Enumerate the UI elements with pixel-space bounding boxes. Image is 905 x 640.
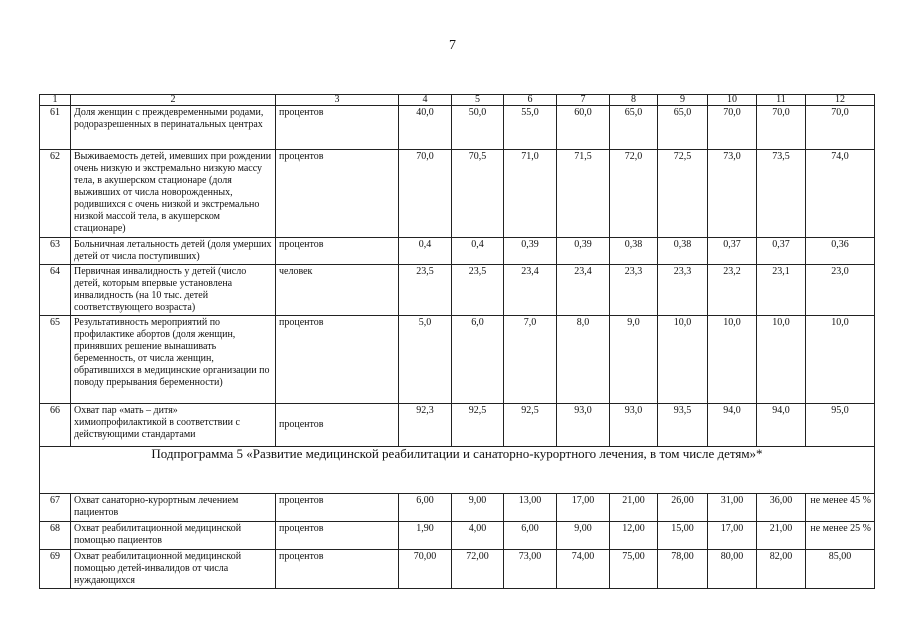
- column-header: 1: [40, 95, 71, 106]
- indicator-value: 92,3: [399, 404, 452, 447]
- indicator-value: 9,00: [452, 494, 504, 522]
- indicator-value: 0,4: [452, 238, 504, 265]
- page-number: 7: [449, 38, 456, 53]
- indicator-value: 80,00: [708, 550, 757, 589]
- indicator-value: 17,00: [708, 522, 757, 550]
- row-number: 63: [40, 238, 71, 265]
- indicator-value: 23,4: [504, 265, 557, 316]
- indicator-value: 36,00: [757, 494, 806, 522]
- indicator-value: 93,0: [557, 404, 610, 447]
- subprogram-row: [40, 447, 875, 494]
- indicator-value: 70,0: [399, 150, 452, 238]
- row-number: 69: [40, 550, 71, 589]
- row-number: 62: [40, 150, 71, 238]
- indicator-value: 26,00: [658, 494, 708, 522]
- indicator-value: 74,00: [557, 550, 610, 589]
- indicator-value: 50,0: [452, 106, 504, 150]
- indicator-value: 10,0: [757, 316, 806, 404]
- indicator-value: 8,0: [557, 316, 610, 404]
- indicator-value: 23,3: [610, 265, 658, 316]
- indicator-value: 10,0: [708, 316, 757, 404]
- indicator-value: 23,2: [708, 265, 757, 316]
- column-header: 7: [557, 95, 610, 106]
- indicator-value: 94,0: [708, 404, 757, 447]
- indicator-name: Первичная инвалидность у детей (число детей, которым впервые установлена инвалидность (на 10 тыс. детей соответствующего возраста): [71, 265, 276, 316]
- row-number: 64: [40, 265, 71, 316]
- indicator-value: 74,0: [806, 150, 875, 238]
- column-header: 6: [504, 95, 557, 106]
- indicator-value: 23,3: [658, 265, 708, 316]
- column-header: 10: [708, 95, 757, 106]
- subprogram-title: Подпрограмма 5 «Развитие медицинской реабилитации и санаторно-курортного лечения, в том числе детям»*: [40, 447, 875, 494]
- table-row: [40, 550, 875, 589]
- row-number: 67: [40, 494, 71, 522]
- indicator-value: 9,0: [610, 316, 658, 404]
- indicator-value: не менее 45 %: [806, 494, 875, 522]
- indicator-value: 92,5: [452, 404, 504, 447]
- row-number: 68: [40, 522, 71, 550]
- indicator-value: 23,4: [557, 265, 610, 316]
- indicator-unit: процентов: [276, 494, 399, 522]
- table-row: [40, 238, 875, 265]
- indicator-unit: процентов: [276, 404, 399, 447]
- indicator-value: 55,0: [504, 106, 557, 150]
- indicator-unit: процентов: [276, 106, 399, 150]
- indicator-name: Больничная летальность детей (доля умерших детей от числа поступивших): [71, 238, 276, 265]
- indicator-value: 72,0: [610, 150, 658, 238]
- indicator-name: Охват реабилитационной медицинской помощью детей-инвалидов от числа нуждающихся: [71, 550, 276, 589]
- indicator-value: 21,00: [610, 494, 658, 522]
- indicator-value: 1,90: [399, 522, 452, 550]
- indicator-value: 10,0: [806, 316, 875, 404]
- indicator-value: 95,0: [806, 404, 875, 447]
- indicator-value: 0,39: [504, 238, 557, 265]
- indicator-value: 13,00: [504, 494, 557, 522]
- indicator-value: 93,5: [658, 404, 708, 447]
- indicator-value: 31,00: [708, 494, 757, 522]
- table-body: [40, 106, 875, 589]
- indicator-value: 65,0: [610, 106, 658, 150]
- indicator-unit: процентов: [276, 522, 399, 550]
- table-row: [40, 404, 875, 447]
- column-header: 4: [399, 95, 452, 106]
- indicator-value: не менее 25 %: [806, 522, 875, 550]
- indicator-value: 78,00: [658, 550, 708, 589]
- indicator-value: 23,1: [757, 265, 806, 316]
- indicator-value: 4,00: [452, 522, 504, 550]
- indicator-value: 0,39: [557, 238, 610, 265]
- indicator-value: 6,00: [399, 494, 452, 522]
- table-header: [40, 95, 875, 106]
- indicator-name: Выживаемость детей, имевших при рождении очень низкую и экстремально низкую массу тела, в акушерском стационаре (доля выживших от числа новорожденных, родившихся с очень низкой и экстремально низкой массой тела, в акушерском стационаре): [71, 150, 276, 238]
- indicator-value: 70,0: [757, 106, 806, 150]
- indicator-value: 73,5: [757, 150, 806, 238]
- indicator-unit: процентов: [276, 238, 399, 265]
- indicator-value: 75,00: [610, 550, 658, 589]
- column-header: 8: [610, 95, 658, 106]
- indicator-value: 0,38: [610, 238, 658, 265]
- column-header: 2: [71, 95, 276, 106]
- indicator-unit: человек: [276, 265, 399, 316]
- indicator-value: 70,5: [452, 150, 504, 238]
- indicator-value: 85,00: [806, 550, 875, 589]
- indicator-name: Охват пар «мать – дитя» химиопрофилактикой в соответствии с действующими стандартами: [71, 404, 276, 447]
- indicator-value: 73,00: [504, 550, 557, 589]
- indicator-value: 23,5: [452, 265, 504, 316]
- indicator-unit: процентов: [276, 550, 399, 589]
- header-row: [40, 95, 875, 106]
- indicator-value: 0,36: [806, 238, 875, 265]
- column-header: 3: [276, 95, 399, 106]
- table-row: [40, 494, 875, 522]
- indicator-value: 0,37: [757, 238, 806, 265]
- table-row: [40, 316, 875, 404]
- indicator-value: 72,00: [452, 550, 504, 589]
- indicator-value: 82,00: [757, 550, 806, 589]
- indicator-value: 0,4: [399, 238, 452, 265]
- indicator-value: 93,0: [610, 404, 658, 447]
- table-row: [40, 106, 875, 150]
- indicator-value: 71,5: [557, 150, 610, 238]
- indicator-value: 73,0: [708, 150, 757, 238]
- indicator-value: 70,0: [806, 106, 875, 150]
- indicator-value: 72,5: [658, 150, 708, 238]
- indicator-name: Результативность мероприятий по профилактике абортов (доля женщин, принявших решение вынашивать беременность, от числа женщин, обратившихся в медицинские организации по поводу прерывания беременности): [71, 316, 276, 404]
- indicator-value: 23,0: [806, 265, 875, 316]
- indicator-value: 12,00: [610, 522, 658, 550]
- indicator-value: 71,0: [504, 150, 557, 238]
- table-row: [40, 265, 875, 316]
- indicator-value: 17,00: [557, 494, 610, 522]
- indicator-name: Охват санаторно-курортным лечением пациентов: [71, 494, 276, 522]
- table-row: [40, 522, 875, 550]
- indicator-value: 10,0: [658, 316, 708, 404]
- indicator-value: 94,0: [757, 404, 806, 447]
- row-number: 65: [40, 316, 71, 404]
- indicator-value: 0,37: [708, 238, 757, 265]
- table-row: [40, 150, 875, 238]
- indicator-value: 23,5: [399, 265, 452, 316]
- indicators-table: [39, 94, 875, 589]
- indicator-value: 9,00: [557, 522, 610, 550]
- column-header: 9: [658, 95, 708, 106]
- indicator-value: 15,00: [658, 522, 708, 550]
- indicator-value: 6,00: [504, 522, 557, 550]
- indicator-name: Охват реабилитационной медицинской помощью пациентов: [71, 522, 276, 550]
- indicator-name: Доля женщин с преждевременными родами, родоразрешенных в перинатальных центрах: [71, 106, 276, 150]
- indicator-value: 7,0: [504, 316, 557, 404]
- indicator-unit: процентов: [276, 150, 399, 238]
- indicator-value: 5,0: [399, 316, 452, 404]
- indicator-value: 92,5: [504, 404, 557, 447]
- column-header: 12: [806, 95, 875, 106]
- indicator-value: 0,38: [658, 238, 708, 265]
- column-header: 11: [757, 95, 806, 106]
- row-number: 66: [40, 404, 71, 447]
- indicator-value: 70,0: [708, 106, 757, 150]
- indicator-unit: процентов: [276, 316, 399, 404]
- row-number: 61: [40, 106, 71, 150]
- indicator-value: 40,0: [399, 106, 452, 150]
- indicator-value: 6,0: [452, 316, 504, 404]
- indicator-value: 21,00: [757, 522, 806, 550]
- indicator-value: 60,0: [557, 106, 610, 150]
- indicator-value: 65,0: [658, 106, 708, 150]
- column-header: 5: [452, 95, 504, 106]
- indicator-value: 70,00: [399, 550, 452, 589]
